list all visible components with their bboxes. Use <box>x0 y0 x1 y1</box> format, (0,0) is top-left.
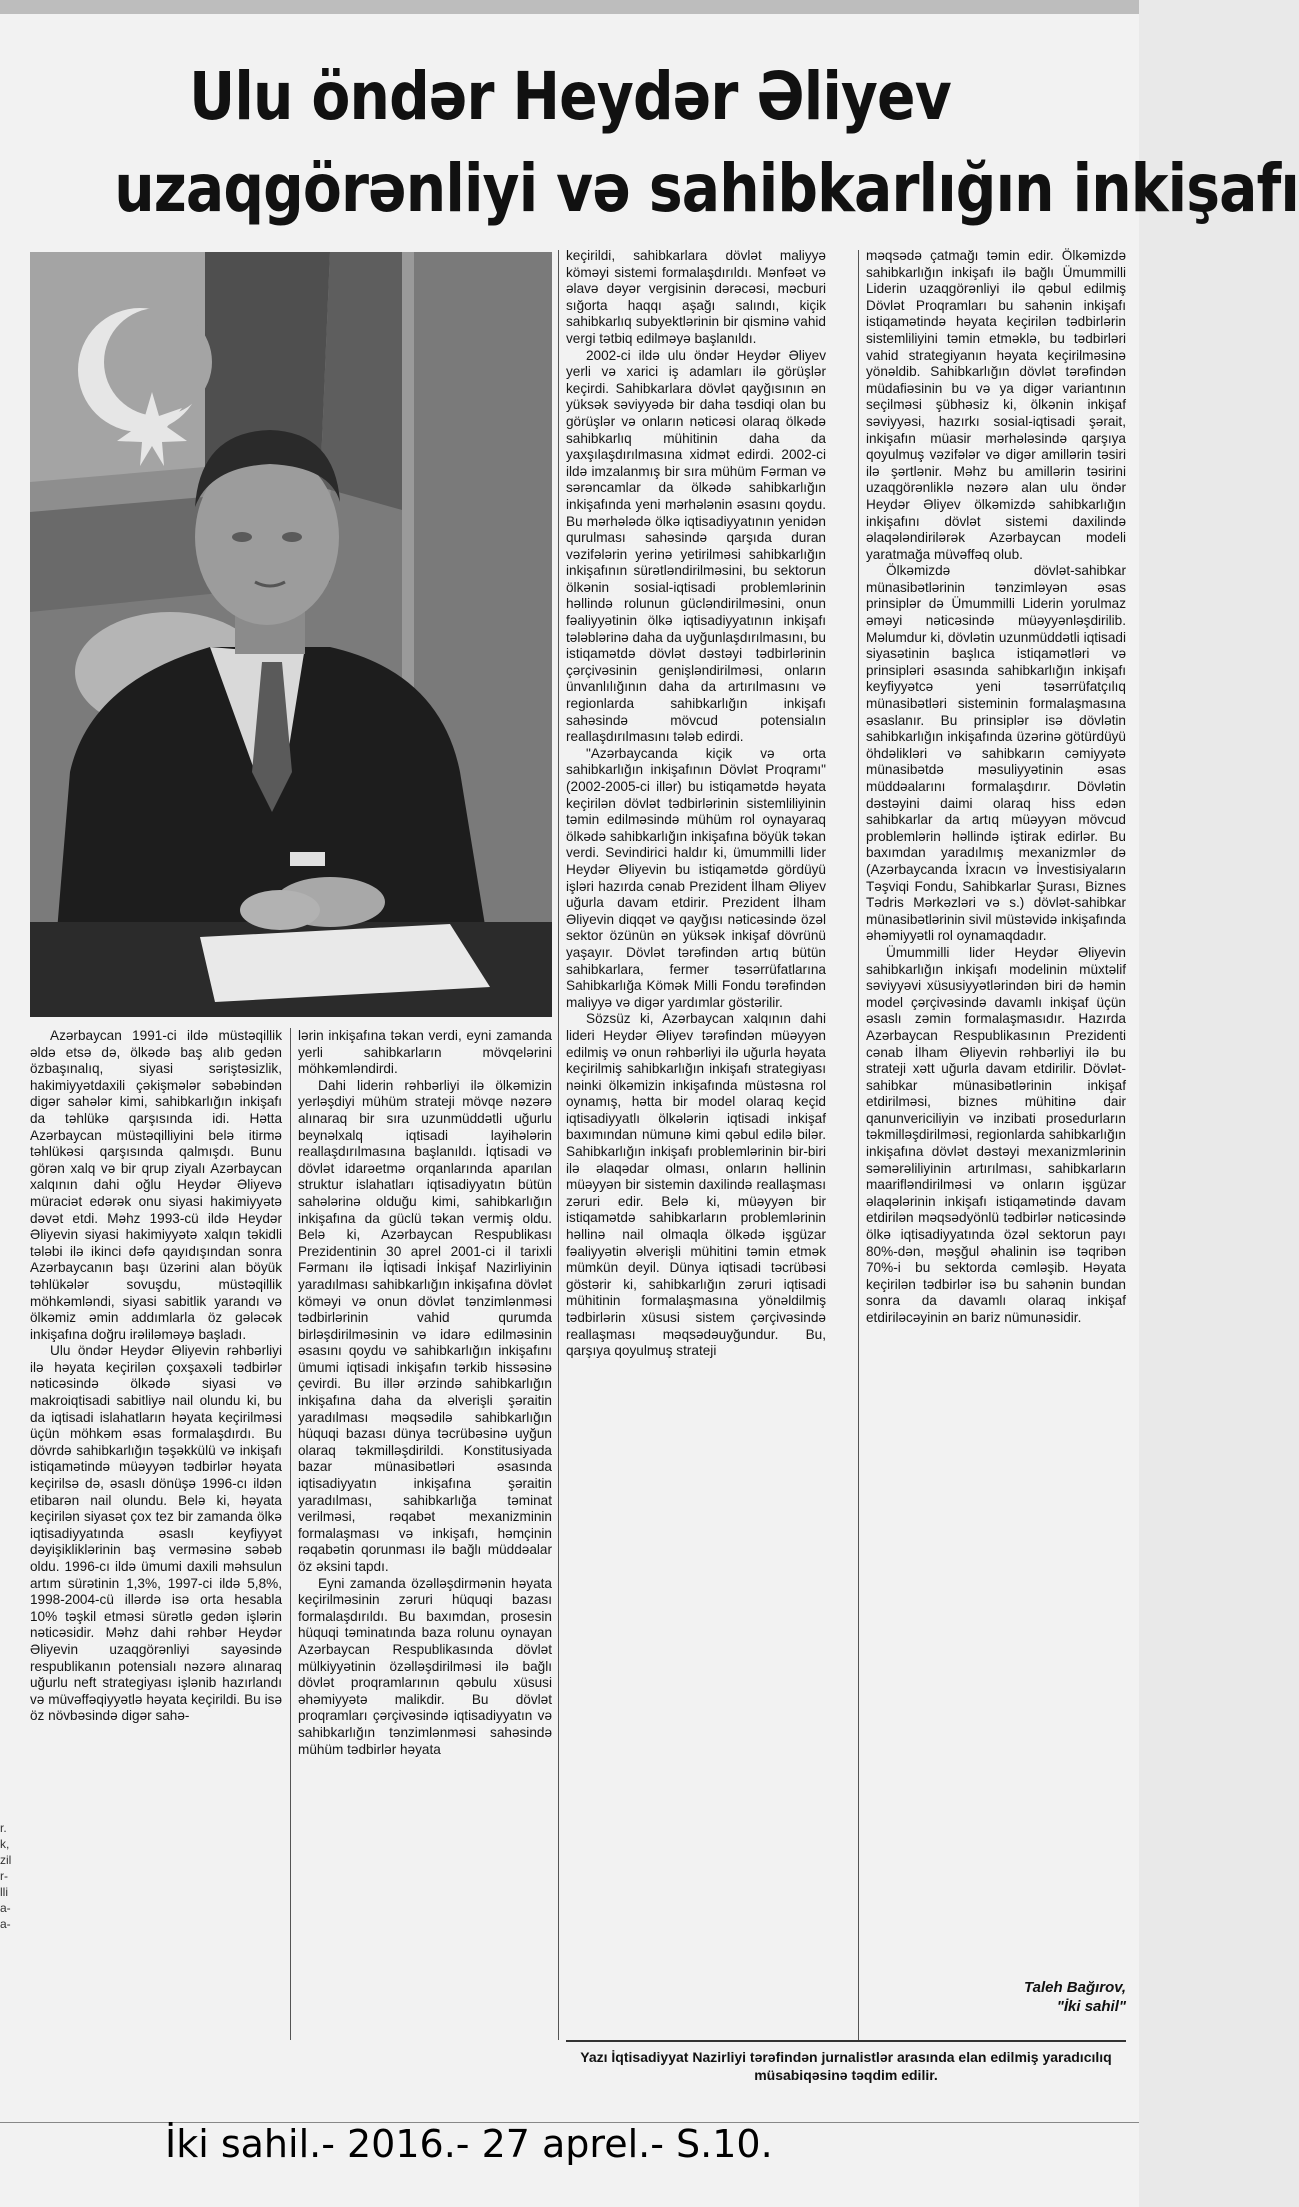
scan-top-edge <box>0 0 1139 14</box>
paragraph: "Azərbaycanda kiçik və orta sahibkarlığın inkişafının Dövlət Proqramı" (2002-2005-ci illər) bu istiqamətdə həyata keçirilən dövlət tədbirlərinin sistemliliyinin təmin edilməsində mühüm rol oynayaraq ölkədə sahibkarlığın inkişafına böyük təkan verdi. Sevindirici haldır ki, ümummilli lider Heydər Əliyevin bu istiqamətdə gördüyü işləri hazırda cənab Prezident İlham Əliyev uğurla davam etdirir. Prezident İlham Əliyevin diqqət və qayğısı nəticəsində özəl sektor özünün ən yüksək inkişaf dövrünü yaşayır. Dövlət tərəfindən artıq bütün sahibkarlara, fermer təsərrüfatlarına Sahibkarlığa Kömək Milli Fondu tərəfindən maliyyə və digər yardımlar göstərilir. <box>566 745 826 1010</box>
paragraph: Ümummilli lider Heydər Əliyevin sahibkarlığın inkişafı modelinin müxtəlif səviyyəvi xüsusiyyətlərindən biri də həmin model çərçivəsində davamlı inkişaf üçün əsaslı zəmin formalaşmasıdır. Hazırda Azərbaycan Respublikasının Prezidenti cənab İlham Əliyevin rəhbərliyi ilə bu strateji xətt uğurla davam etdirilir. Dövlət-sahibkar münasibətlərinin inkişaf etdirilməsi, biznes mühitinə dair qanunvericiliyin və inzibati prosedurların təkmilləşdirilməsi, regionlarda sahibkarlığın inkişafına dövlət dəstəyi mexanizmlərinin səmərəliliyinin artırılması, sahibkarların maarifləndirilməsi və onların işgüzar əlaqələrinin inkişafı istiqamətində davam etdirilən məqsədyönlü tədbirlər nəticəsində ölkə iqtisadiyyatında özəl sektorun payı 80%-dən, məşğul əhalinin isə təqribən 70%-i bu sektorda cəmləşib. Həyata keçirilən tədbirlər isə bu sahənin bundan sonra da davamlı olaraq inkişaf etdiriləcəyinin ən bariz nümunəsidir. <box>866 944 1126 1325</box>
headline-line-2: uzaqgörənliyi və sahibkarlığın inkişafı <box>114 150 1299 227</box>
edge-fragment: r- <box>0 1869 8 1883</box>
editorial-note: Yazı İqtisadiyyat Nazirliyi tərəfindən jurnalistlər arasında elan edilmiş yaradıcılıq müsabiqəsinə təqdim edilir. <box>580 2049 1112 2083</box>
paragraph: Ulu öndər Heydər Əliyevin rəhbərliyi ilə həyata keçirilən çoxşaxəli tədbirlər nəticəsində ölkədə siyasi və makroiqtisadi sabitliyə nail olundu ki, bu da iqtisadi islahatların həyata keçirilməsi üçün möhkəm əsas formalaşdırdı. Bu dövrdə sahibkarlığın təşəkkülü və inkişafı istiqamətində müəyyən tədbirlər həyata keçirilsə də, əsaslı dönüşə 1996-cı ildən etibarən nail olundu. Belə ki, həyata keçirilən siyasət çox tez bir zamanda ölkə iqtisadiyyatında əsaslı keyfiyyət dəyişikliklərinin baş verməsinə səbəb oldu. 1996-cı ildə ümumi daxili məhsulun artım sürətinin 1,3%, 1997-ci ildə 5,8%, 1998-2004-cü illərdə isə orta hesabla 10% təşkil etməsi sürətlə gedən işlərin nəticəsidir. Məhz dahi rəhbər Heydər Əliyevin uzaqgörənliyi sayəsində respublikanın potensialı nəzərə alınaraq uğurlu neft strategiyası işlənib hazırlandı və müvəffəqiyyətlə həyata keçirildi. Bu isə öz növbəsində digər sahə- <box>30 1343 282 1724</box>
headline-line-1: Ulu öndər Heydər Əliyev <box>189 58 951 135</box>
column-divider <box>858 250 859 2040</box>
edge-fragment: lli <box>0 1885 8 1899</box>
article-column-3 <box>566 248 826 2048</box>
adjacent-page-fragment <box>0 1820 18 2120</box>
paragraph: Dahi liderin rəhbərliyi ilə ölkəmizin yerləşdiyi mühüm strateji mövqe nəzərə alınaraq bir sıra uzunmüddətli uğurlu beynəlxalq iqtisadi layihələrin reallaşdırılmasına başlanıldı. İqtisadi və dövlət idarəetmə orqanlarında aparılan struktur islahatları iqtisadiyyatın bütün sahələrinə olduğu kimi, sahibkarlığın inkişafına da güclü təkan vermiş oldu. Belə ki, Azərbaycan Respublikası Prezidentinin 30 aprel 2001-ci il tarixli Fərmanı ilə İqtisadi İnkişaf Nazirliyinin yaradılması sahibkarlığın inkişafına dövlət köməyi və onun dövlət tənzimlənməsi tədbirlərinin vahid qurumda birləşdirilməsinin və idarə edilməsinin əsasını qoydu və sahibkarlığın inkişafını ümumi iqtisadi inkişafın tərkib hissəsinə çevirdi. Bu illər ərzində sahibkarlığın inkişafına daha da əlverişli şəraitin yaradılması məqsədilə sahibkarlığın hüquqi bazası dünya təcrübəsinə uyğun olaraq təkmilləşdirildi. Konstitusiyada bazar münasibətləri əsasında iqtisadiyyatın inkişafına şəraitin yaradılması, sahibkarlığa təminat verilməsi, rəqabət mexanizminin formalaşması və inkişafı, həmçinin rəqabətin qorunması ilə bağlı müddəalar öz əksini tapdı. <box>298 1077 552 1574</box>
paragraph: lərin inkişafına təkan verdi, eyni zamanda yerli sahibkarların mövqelərini möhkəmləndirdi. <box>298 1028 552 1077</box>
edge-fragment: a- <box>0 1901 11 1915</box>
column-divider <box>558 250 559 2040</box>
article-column-2 <box>298 1028 552 2043</box>
note-divider <box>566 2040 1126 2042</box>
author-name: Taleh Bağırov, <box>1024 1979 1126 1996</box>
edge-fragment: a- <box>0 1917 11 1931</box>
paragraph: keçirildi, sahibkarlara dövlət maliyyə köməyi sistemi formalaşdırıldı. Mənfəət və əlavə dəyər vergisinin dərəcəsi, məcburi sığorta haqqı aşağı salındı, kiçik sahibkarlıq subyektlərinin bir qisminə vahid vergi tətbiq edilməyə başlanıldı. <box>566 248 826 346</box>
edge-fragment: k, <box>0 1837 10 1851</box>
edge-fragment: r. <box>0 1821 7 1835</box>
paragraph: məqsədə çatmağı təmin edir. Ölkəmizdə sahibkarlığın inkişafı ilə bağlı Ümummilli Liderin uzaqgörənliyi ilə qəbul edilmiş Dövlət Proqramları bu sahənin inkişafı istiqamətində həyata keçirilən tədbirlərin sistemliliyini təmin etməklə, bu tədbirləri vahid strategiyanın həyata keçirilməsinə yönəldib. Sahibkarlığın dövlət tərəfindən müdafiəsinin bu və ya digər variantının seçilməsi şübhəsiz ki, ölkənin inkişaf səviyyəsi, hazırkı sosial-iqtisadi şərait, inkişafın müasir mərhələsində qarşıya qoyulmuş vəzifələr və digər amillərin təsiri ilə şərtlənir. Məhz bu amillərin təsirini uzaqgörənliklə nəzərə alan ulu öndər Heydər Əliyev ölkəmizdə sahibkarlığın inkişafını dövlət sistemi daxilində əlaqələndirilərək Azərbaycan modeli yaratmağa müvəffəq olub. <box>866 248 1126 562</box>
paragraph: Eyni zamanda özəlləşdirmənin həyata keçirilməsinin zəruri hüquqi bazası formalaşdırıldı. Bu baxımdan, prosesin hüquqi təminatında baza rolunu oynayan Azərbaycan Respublikasında dövlət mülkiyyətinin özəlləşdirilməsi ilə bağlı dövlət proqramlarının qəbulu xüsusi əhəmiyyətə malikdir. Bu dövlət proqramları çərçivəsində iqtisadiyyatın və sahibkarlığın tənzimlənməsi sahəsində mühüm tədbirlər həyata <box>298 1575 552 1757</box>
portrait-photo <box>30 252 552 1017</box>
paragraph: Ölkəmizdə dövlət-sahibkar münasibətlərinin tənzimləyən əsas prinsiplər də Ümummilli Liderin yorulmaz əməyi nəticəsində müəyyənləşdirilib. Məlumdur ki, dövlətin uzunmüddətli iqtisadi siyasətinin başlıca istiqamətləri və prinsipləri əsasında sahibkarlığın inkişafı keyfiyyətcə yeni təsərrüfatçılıq münasibətləri sisteminin formalaşmasına əsaslanır. Bu prinsiplər isə dövlətin sahibkarlığın inkişafında üzərinə götürdüyü öhdəlikləri və sahibkarın cəmiyyətə münasibətdə məsuliyyətinin əsas müddəalarını formalaşdırır. Dövlətin dəstəyini daimi olaraq hiss edən sahibkarlar da artıq müəyyən mövcud problemlərin həllində iştirak edirlər. Bu baxımdan yaradılmış mexanizmlər də (Azərbaycanda İxracın və İnvestisiyaların Təşviqi Fondu, Sahibkarlar Şurası, Biznes Tədris Mərkəzləri və s.) dövlət-sahibkar münasibətlərinin sivil müstəvidə inkişafında əhəmiyyətli rol oynamaqdadır. <box>866 563 1126 944</box>
edge-fragment: zil <box>0 1853 12 1867</box>
article-column-4 <box>866 248 1126 1978</box>
article-column-1 <box>30 1028 282 2043</box>
portrait-illustration <box>30 252 552 1017</box>
source-citation: İki sahil.- 2016.- 27 aprel.- S.10. <box>165 2122 773 2166</box>
author-outlet: "İki sahil" <box>1056 1998 1126 2015</box>
column-divider <box>290 1028 291 2040</box>
paragraph: Sözsüz ki, Azərbaycan xalqının dahi lideri Heydər Əliyev tərəfindən müəyyən edilmiş və onun rəhbərliyi ilə uğurla həyata keçirilmiş sahibkarlığın inkişafı strategiyası nəinki ölkəmizin inkişafında müstəsna rol oynamış, hətta bir model olaraq keçid iqtisadiyyatlı ölkələrin iqtisadi inkişaf baxımından nümunə kimi qəbul edilə bilər. Sahibkarlığın inkişafı problemlərinin bir-biri ilə əlaqədar olması, onların həllinin müəyyən bir sistemin daxilində reallaşması zəruri edir. Belə ki, müəyyən bir istiqamətdə sahibkarların problemlərinin həllinə nail olmaqla ölkədə işgüzar fəaliyyətin əlverişli mühitini təmin etmək mümkün deyil. Dünya iqtisadi təcrübəsi göstərir ki, sahibkarlığın zəruri iqtisadi mühitinin formalaşmasına yönəldilmiş tədbirlərin xüsusi sistem çərçivəsində reallaşması məqsədəuyğundur. Bu, qarşıya qoyulmuş strateji <box>566 1011 826 1359</box>
paragraph: 2002-ci ildə ulu öndər Heydər Əliyev yerli və xarici iş adamları ilə görüşlər keçirdi. Sahibkarlara dövlət qayğısının ən yüksək səviyyədə bir daha təsdiqi olan bu görüşlər və onların nəticəsi olaraq ölkədə sahibkarlıq mühitinin daha da yaxşılaşdırılmasına xidmət edirdi. 2002-ci ildə imzalanmış bir sıra mühüm Fərman və sərəncamlar da ölkədə sahibkarlığın inkişafında yeni mərhələnin əsasını qoydu. Bu mərhələdə ölkə iqtisadiyyatının yenidən qurulması sahəsində qarşıda duran vəzifələrin yerinə yetirilməsi sahibkarlığın inkişafının sürətləndirilməsini, bu sektorun ölkənin sosial-iqtisadi problemlərinin həllində rolunun gücləndirilməsini, onun fəaliyyətinin ölkə iqtisadiyyatının inkişafı tələblərinə daha da uyğunlaşdırılmasını, bu istiqamətdə dövlət dəstəyi tədbirlərinin çərçivəsinin genişləndirilməsi, onların ünvanlılığının daha da artırılmasını və regionlarda sahibkarlığın inkişafı sahəsində mövcud potensialın reallaşdırılmasını tələb edirdi. <box>566 347 826 745</box>
paragraph: Azərbaycan 1991-ci ildə müstəqillik əldə etsə də, ölkədə baş alıb gedən özbaşınalıq, siyasi səriştəsizlik, hakimiyyətdaxili çəkişmələr səbəbindən digər sahələr kimi, sahibkarlığın inkişafı da təhlükə qarşısında idi. Hətta Azərbaycan müstəqilliyini belə itirmə təhlükəsi qarşısında qalmışdı. Bunu görən xalq və bir qrup ziyalı Azərbaycan xalqının dahi oğlu Heydər Əliyevə müraciət edərək onu siyasi hakimiyyətə dəvət etdi. Məhz 1993-cü ildə Heydər Əliyevin siyasi hakimiyyətə xalqın təkidli tələbi ilə ikinci dəfə qayıdışından sonra Azərbaycanın başı üzərini alan böyük təhlükələr sovuşdu, müstəqillik möhkəmləndi, siyasi sabitlik yarandı və ölkəmiz əmin addımlarla öz gələcək inkişafına doğru irəliləməyə başladı. <box>30 1028 282 1342</box>
author-signature <box>966 1978 1126 2016</box>
